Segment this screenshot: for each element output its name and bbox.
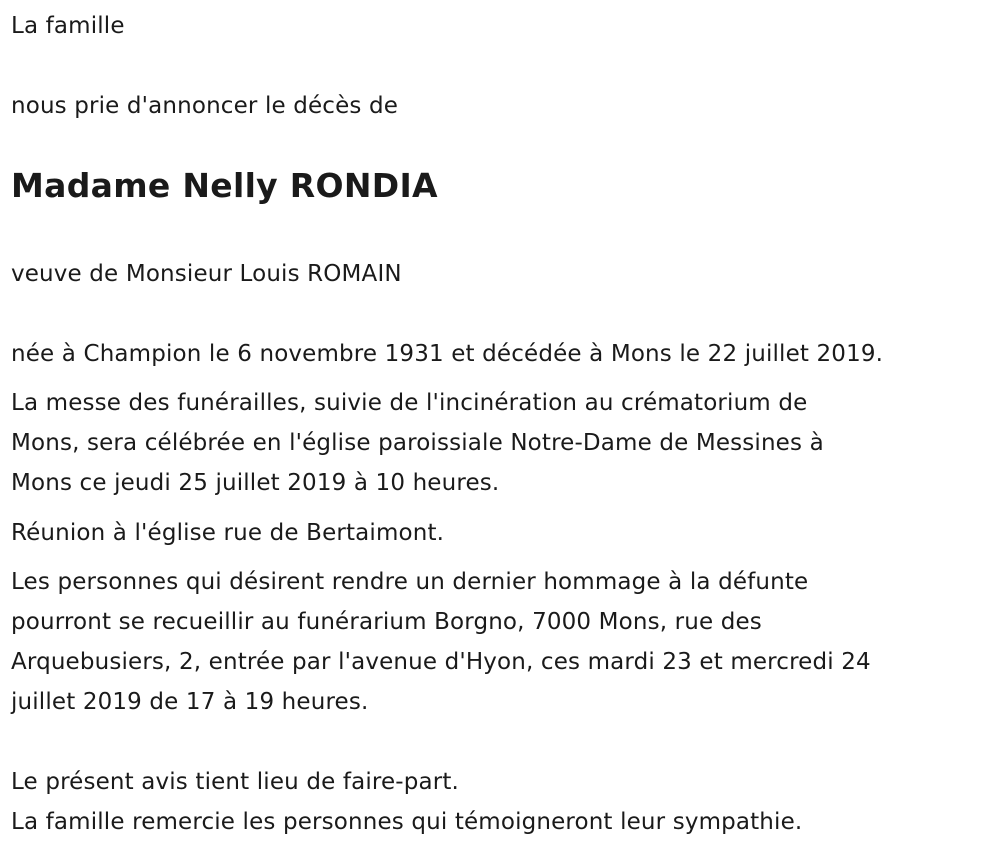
funeral-line: Mons ce jeudi 25 juillet 2019 à 10 heures. [11, 470, 500, 496]
family-line: La famille [11, 13, 125, 39]
spouse-line: veuve de Monsieur Louis ROMAIN [11, 261, 402, 287]
birth-death-line: née à Champion le 6 novembre 1931 et décédée à Mons le 22 juillet 2019. [11, 341, 884, 367]
funeral-line: La messe des funérailles, suivie de l'incinération au crématorium de [11, 390, 808, 416]
visitation-line: pourront se recueillir au funérarium Borgno, 7000 Mons, rue des [11, 609, 762, 635]
visitation-line: Arquebusiers, 2, entrée par l'avenue d'Hyon, ces mardi 23 et mercredi 24 [11, 649, 871, 675]
announce-line: nous prie d'annoncer le décès de [11, 93, 399, 119]
visitation-line: juillet 2019 de 17 à 19 heures. [11, 689, 369, 715]
meeting-line: Réunion à l'église rue de Bertaimont. [11, 520, 445, 546]
closing-line: La famille remercie les personnes qui témoigneront leur sympathie. [11, 809, 803, 835]
deceased-name: Madame Nelly RONDIA [11, 166, 438, 205]
closing-line: Le présent avis tient lieu de faire-part. [11, 769, 459, 795]
visitation-line: Les personnes qui désirent rendre un dernier hommage à la défunte [11, 569, 809, 595]
funeral-line: Mons, sera célébrée en l'église paroissiale Notre-Dame de Messines à [11, 430, 824, 456]
